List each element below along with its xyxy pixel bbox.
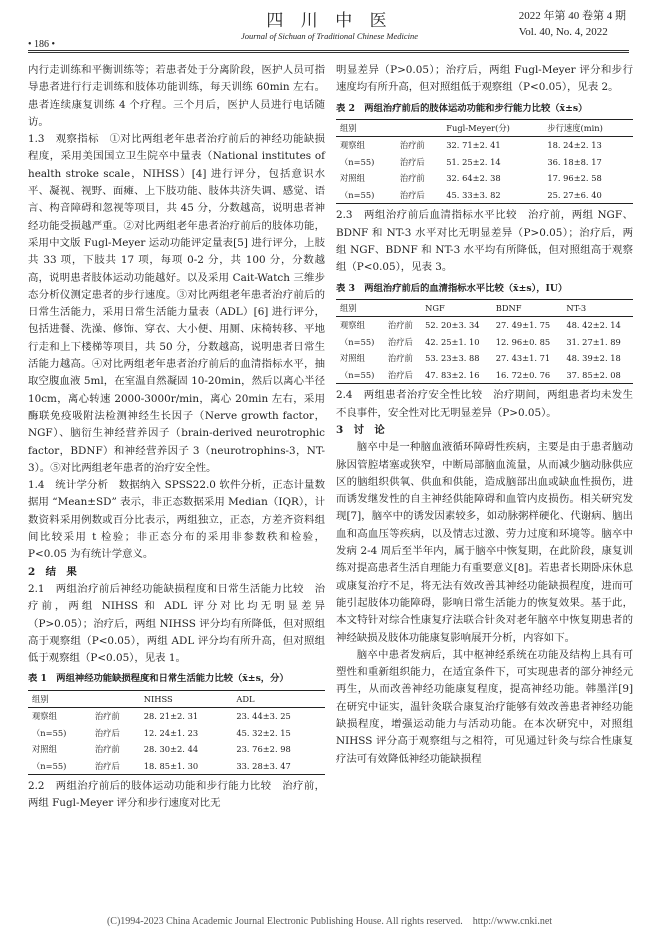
header-rule [28, 50, 629, 51]
table1 [28, 690, 325, 776]
table-cell: 对照组 [340, 353, 365, 364]
table-cell: 31. 27±1. 89 [566, 336, 621, 347]
right-column [336, 62, 633, 768]
table1-caption: 表 1 两组神经功能缺损程度和日常生活能力比较（x̄±s，分） [28, 673, 289, 685]
table-cell: 51. 25±2. 14 [446, 156, 501, 167]
table-cell: 32. 64±2. 38 [446, 173, 501, 184]
table-cell: 治疗后 [396, 187, 442, 204]
table-row [336, 367, 633, 384]
journal-title-en: Journal of Sichuan of Traditional Chinese Medicine [240, 31, 419, 41]
table-cell: 16. 72±0. 76 [492, 367, 563, 384]
table-cell: 28. 21±2. 31 [143, 711, 199, 722]
table-header: NGF [421, 299, 492, 317]
table-row [336, 334, 633, 351]
table-cell: 52. 20±3. 34 [425, 320, 480, 331]
table-cell: 治疗前 [94, 711, 120, 722]
table-cell: 治疗前 [387, 353, 413, 364]
table-cell: 27. 49±1. 75 [495, 320, 551, 331]
table-header: NIHSS [140, 690, 233, 708]
table-cell: 治疗后 [94, 727, 120, 738]
table-cell: 48. 42±2. 14 [566, 320, 621, 331]
paragraph: 脑卒中患者发病后，其中枢神经系统在功能及结构上具有可塑性和重新组织能力，在适宜条件下，可实现患者的部分神经元再生，从而改善神经功能康复程度，提高神经功能。韩墨洋[9] 在研究中证实，温针灸联合康复治疗能够有效改善患者神经功能缺损程度，增强运动能力与活动功能。在本次研究中，对照组 NIHSS 评分高于观察组与之相符，可见通过针灸与综合性康复疗法可有效降低神经功能缺损程 [336, 648, 633, 765]
table-cell: 47. 83±2. 16 [421, 367, 492, 384]
table2 [336, 119, 633, 205]
table-header: 组别 [28, 690, 91, 708]
paragraph: 1.3 观察指标 ①对比两组老年患者治疗前后的神经功能缺损程度，采用美国国立卫生院卒中量表（National institutes of health stroke scale，NIHSS）[4] 进行评分，包括意识水平、凝视、视野、面瘫、上下肢功能、肢体共济失调、感觉、语言、构音障碍和忽视等项目，共 45 分，分数越高，说明患者神经功能受损越严重。②对比两组老年患者治疗前后的肢体功能，采用中文版 Fugl-Meyer 运动功能评定量表[5] 进行评分，上肢共 33 项，下肢共 17 项，每项 0-2 分，共 100 分，分数越高，说明患者肢体运动功能越好。以及采用 Cait-Watch 三维步态分析仪测定患者的步行速度。③对比两组老年患者治疗前后的日常生活能力，采用日常生活能力量表（ADL）[6] 进行评分，包括进餐、洗澡、修饰、穿衣、大小便、用厕、床椅转移、平地行走和上下楼梯等项目，共 50 分，分数越高，说明患者日常生活能力越高。④对比两组老年患者治疗前后的血清指标水平，抽取空腹血液 5ml，在室温自然凝固 10-20min，然后以离心半径 10cm，离心转速 2000-3000r/min，离心 20min 左右，采用酶联免疫吸附法检测神经生长因子（Nerve growth factor，NGF）、脑衍生神经营养因子（brain-derived neurotrophic factor，BDNF）和神经营养因子 3（neurotrophins-3，NT-3）。⑤对比两组老年患者的治疗安全性。 [28, 133, 325, 474]
table-cell: （n=55) [32, 727, 67, 738]
table3-caption: 表 3 两组治疗前后的血清指标水平比较（x̄±s），IU） [336, 282, 568, 294]
table-row [28, 758, 325, 775]
table-cell: 治疗前 [399, 173, 425, 184]
table-cell: 12. 24±1. 23 [143, 727, 199, 738]
table-header: ADL [232, 690, 325, 708]
table-cell: 33. 28±3. 47 [232, 758, 325, 775]
table-cell: 治疗后 [91, 758, 140, 775]
page-number: • 186 • [28, 39, 56, 50]
table-cell: 45. 32±2. 15 [236, 727, 291, 738]
section-heading: 2 结 果 [28, 565, 77, 578]
table-cell: 治疗前 [94, 744, 120, 755]
table-cell: 治疗前 [399, 140, 425, 151]
table-cell: 32. 71±2. 41 [446, 140, 501, 151]
table-cell: 45. 33±3. 82 [442, 187, 543, 204]
journal-title-cn: 四 川 中 医 [266, 11, 393, 31]
copyright-footer: (C)1994-2023 China Academic Journal Electronic Publishing House. All rights reserved. http://www.cnki.net [106, 916, 553, 927]
table-cell: 18. 85±1. 30 [140, 758, 233, 775]
table-cell: 对照组 [32, 744, 57, 755]
header-rule [28, 52, 629, 53]
issue-en: Vol. 40, No. 4, 2022 [518, 26, 608, 38]
paragraph: 2.1 两组治疗前后神经功能缺损程度和日常生活能力比较 治疗前，两组 NIHSS 和 ADL 评分对比均无明显差异（P>0.05）；治疗后，两组 NIHSS 评分均有所降低，但对照组高于观察组（P<0.05），两组 ADL 评分均有所升高，但对照组低于观察组（P<0.05），见表 1。 [28, 582, 325, 665]
table-cell: 观察组 [340, 140, 365, 151]
table-cell: 27. 43±1. 71 [495, 353, 551, 364]
table-cell: 对照组 [340, 173, 365, 184]
table-row [28, 741, 325, 758]
table-cell: 23. 44±3. 25 [236, 711, 291, 722]
table-cell: 观察组 [32, 711, 57, 722]
table-cell: 28. 30±2. 44 [143, 744, 199, 755]
table-cell: 治疗后 [387, 336, 413, 347]
table-cell: 42. 25±1. 10 [425, 336, 480, 347]
paragraph: 1.4 统计学分析 数据纳入 SPSS22.0 软件分析，正态计量数据用 “Mean±SD” 表示，非正态数据采用 Median（IQR），计数资料采用例数或百分比表示，两组独立，正态，方差齐资料组间比较采用 t 检验；非正态分布的采用非参数秩和检验，P<0.05 为有统计学意义。 [28, 479, 325, 561]
paragraph: 脑卒中是一种脑血液循环障碍性疾病，主要是由于患者脑动脉因管腔堵塞或狭窄，中断局部脑血流量，从而减少脑动脉供应区的脑组织供氧、供血和供能，造成脑部出血或缺血性损伤，进而诱发继发性的自主神经供能障碍和血管内皮损伤。相关研究发现[7]，脑卒中的诱发因素较多，如动脉粥样硬化、代谢病、脑出血和高血压等疾病，以及情志过激、劳力过度和环境等。脑卒中发病 2-4 周后至半年内，属于脑卒中恢复期，在此阶段，康复训练对提高患者生活自理能力有重要意义[8]。若患者长期卧床休息或康复治疗不足，将无法有效改善其神经功能缺损程度，进而可能引起肢体功能障碍，影响日常生活能力的恢复效果。基于此，本文特针对综合性康复疗法联合针灸对老年脑卒中恢复期患者的神经缺损及肢体功能康复影响展开分析，内容如下。 [336, 441, 633, 644]
paragraph: 内行走训练和平衡训练等；若患者处于分离阶段，医护人员可指导患者进行行走训练和肢体功能训练，每天训练 60min 左右。患者连续康复训练 4 个疗程。三个月后，医护人员进行电话随访。 [28, 64, 325, 128]
paragraph: 2.4 两组患者治疗安全性比较 治疗期间，两组患者均未发生不良事件，安全性对比无明显差异（P>0.05）。 [336, 389, 633, 419]
table-header [384, 299, 421, 317]
table2-caption: 表 2 两组治疗前后的肢体运动功能和步行能力比较（x̄±s） [336, 102, 588, 114]
paragraph: 明显差异（P>0.05）；治疗后，两组 Fugl-Meyer 评分和步行速度均有所升高，但对照组低于观察组（P<0.05），见表 2。 [336, 64, 633, 94]
table-cell: 治疗后 [384, 367, 421, 384]
table-cell: （n=55) [336, 187, 396, 204]
table-header: 步行速度(min) [543, 119, 633, 137]
table-header: Fugl-Meyer(分) [442, 119, 543, 137]
table-header [396, 119, 442, 137]
table-cell: 观察组 [340, 320, 365, 331]
table-row [336, 137, 633, 154]
table-cell: 48. 39±2. 18 [566, 353, 621, 364]
table-header: BDNF [492, 299, 563, 317]
paragraph: 2.3 两组治疗前后血清指标水平比较 治疗前，两组 NGF、BDNF 和 NT-3 水平对比无明显差异（P>0.05）；治疗后，两组 NGF、BDNF 和 NT-3 水平均有所降低，但对照组高于观察组（P<0.05），见表 3。 [336, 209, 633, 274]
section-heading: 3 讨 论 [336, 423, 385, 436]
table-header: NT-3 [562, 299, 633, 317]
table-row [336, 187, 633, 204]
table-row [28, 708, 325, 725]
table-cell: 37. 85±2. 08 [562, 367, 633, 384]
table-cell: 23. 76±2. 98 [236, 744, 291, 755]
table-cell: 治疗前 [387, 320, 413, 331]
table-cell: （n=55) [336, 367, 384, 384]
paragraph: 2.2 两组治疗前后的肢体运动功能和步行能力比较 治疗前，两组 Fugl-Meyer 评分和步行速度对比无 [28, 780, 325, 810]
issue-cn: 2022 年第 40 卷第 4 期 [518, 10, 626, 22]
table-cell: 12. 96±0. 85 [495, 336, 551, 347]
table-row [336, 350, 633, 367]
table-header: 组别 [336, 119, 396, 137]
table-cell: 治疗后 [399, 156, 425, 167]
table-header: 组别 [336, 299, 384, 317]
table-row [28, 725, 325, 742]
table-row [336, 154, 633, 171]
table-cell: 25. 27±6. 40 [543, 187, 633, 204]
table-row [336, 170, 633, 187]
table-cell: 53. 23±3. 88 [425, 353, 480, 364]
left-column [28, 62, 325, 813]
table-row [336, 317, 633, 334]
table-cell: （n=55) [340, 156, 375, 167]
table-cell: （n=55) [340, 336, 375, 347]
table-cell: 36. 18±8. 17 [547, 156, 602, 167]
table-header [91, 690, 140, 708]
table-cell: （n=55) [28, 758, 91, 775]
issue-info [519, 8, 626, 40]
table-cell: 18. 24±2. 13 [547, 140, 602, 151]
table-cell: 17. 96±2. 58 [547, 173, 602, 184]
table3 [336, 299, 633, 385]
